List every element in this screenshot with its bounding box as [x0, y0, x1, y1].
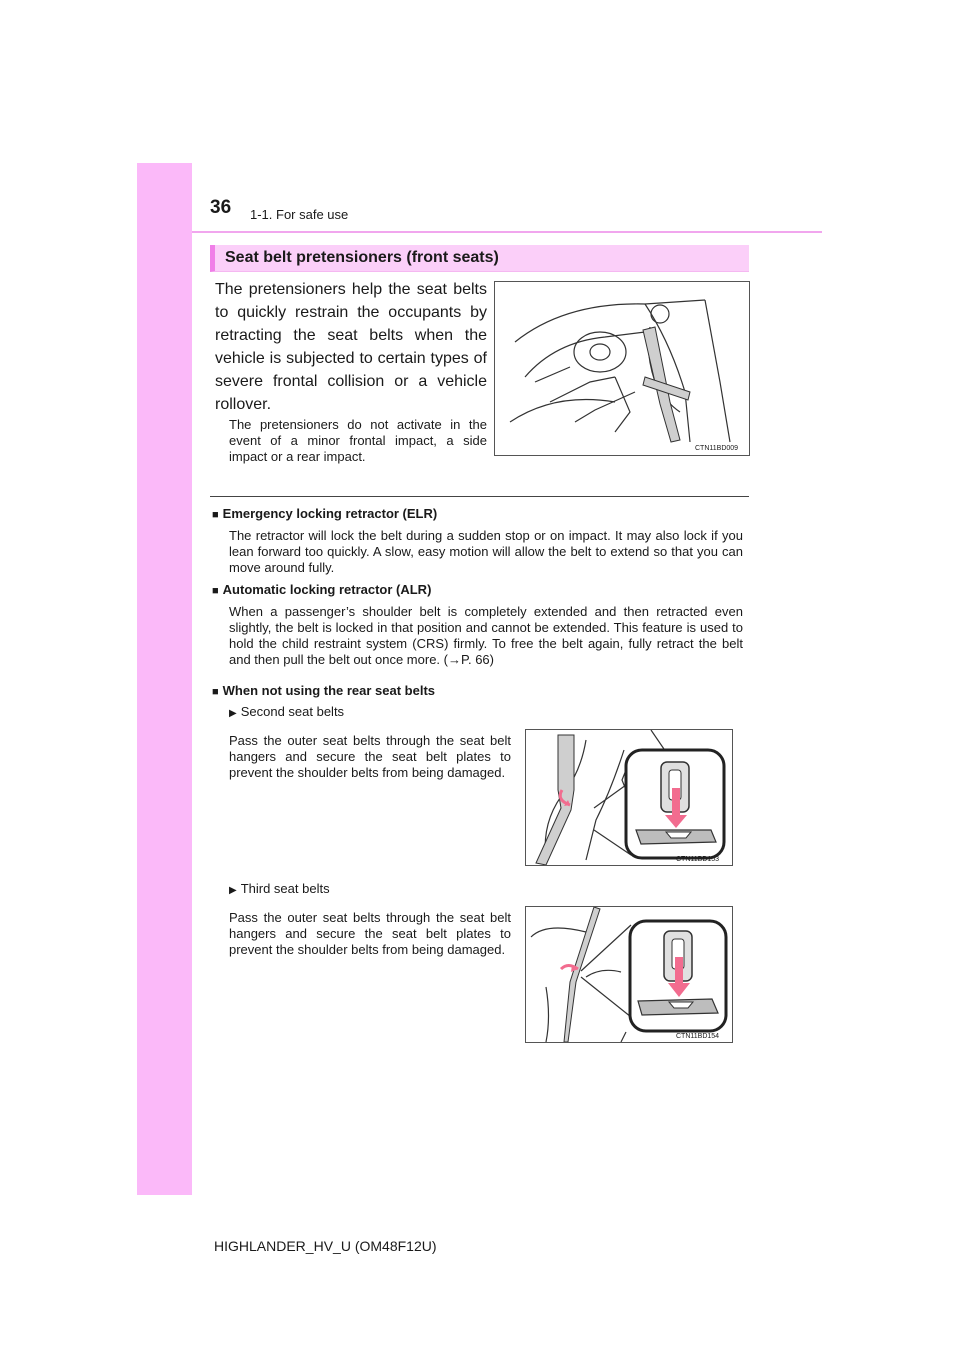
- item-title-rear: ■ When not using the rear seat belts: [212, 683, 436, 698]
- figure-code: CTN11BD153: [676, 856, 720, 863]
- second-seat-belt-figure: [525, 729, 733, 866]
- third-seat-text: Pass the outer seat belts through the seat belt hangers and secure the seat belt plates to prevent the shoulder belts from being damaged.: [229, 910, 511, 957]
- figure-code: CTN11BD009: [695, 445, 739, 452]
- divider: [210, 496, 749, 497]
- sub-label-third: ▶ Third seat belts: [229, 881, 330, 896]
- third-seat-belt-figure: [525, 906, 733, 1043]
- side-band: [137, 163, 192, 1195]
- item-title-alr: ■ Automatic locking retractor (ALR): [212, 582, 432, 597]
- square-bullet-icon: ■: [212, 509, 219, 521]
- second-seat-text: Pass the outer seat belts through the seat belt hangers and secure the seat belt plates to prevent the shoulder belts from being damaged.: [229, 733, 511, 780]
- figure-code: CTN11BD154: [676, 1033, 720, 1040]
- footer-model: HIGHLANDER_HV_U (OM48F12U): [214, 1238, 437, 1254]
- note-paragraph: The pretensioners do not activate in the event of a minor frontal impact, a side impact or a rear impact.: [229, 417, 487, 464]
- triangle-bullet-icon: ▶: [229, 885, 237, 896]
- car-interior-drawing: [495, 282, 749, 455]
- square-bullet-icon: ■: [212, 686, 219, 698]
- pretensioner-illustration: [494, 281, 750, 456]
- third-seat-belt-drawing: [526, 907, 732, 1042]
- second-seat-belt-drawing: [526, 730, 732, 865]
- section-title: 1-1. For safe use: [250, 207, 349, 222]
- triangle-bullet-icon: ▶: [229, 708, 237, 719]
- section-heading: [210, 245, 749, 272]
- heading-text: Seat belt pretensioners (front seats): [225, 249, 499, 266]
- page-number: 36: [210, 197, 232, 218]
- header-rule: [192, 231, 822, 233]
- sub-label-second: ▶ Second seat belts: [229, 704, 345, 719]
- item-title-elr: ■ Emergency locking retractor (ELR): [212, 506, 438, 521]
- square-bullet-icon: ■: [212, 585, 219, 597]
- item-text-alr: When a passenger’s shoulder belt is completely extended and then retracted even slightly, the belt is locked in that position and cannot be extended. This feature is used to hold the child restraint system (CRS) firmly. To free the belt again, fully retract the belt and then pull the belt out once more. (→P. 66): [229, 604, 743, 667]
- item-text-elr: The retractor will lock the belt during a sudden stop or on impact. It may also lock if you lean forward too quickly. A slow, easy motion will allow the belt to extend so that you can move around fully.: [229, 528, 743, 575]
- intro-paragraph: The pretensioners help the seat belts to quickly restrain the occupants by retracting the seat belts when the vehicle is subjected to certain types of severe frontal collision or a vehicle rollover.: [215, 281, 487, 413]
